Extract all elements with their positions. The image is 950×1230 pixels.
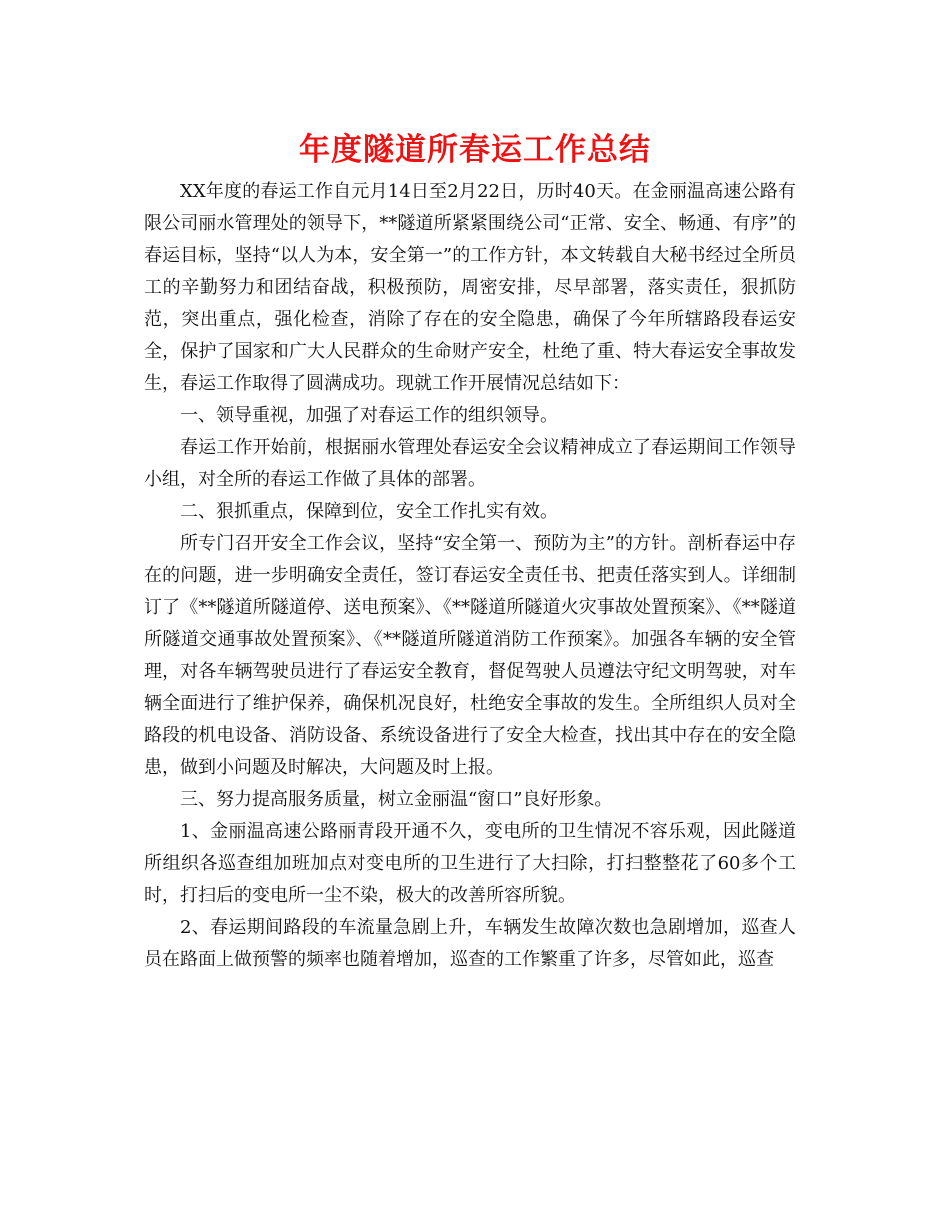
paragraph-intro: XX年度的春运工作自元月14日至2月22日，历时40天。在金丽温高速公路有限公司丽水管理处的领导下，**隧道所紧紧围绕公司“正常、安全、畅通、有序”的春运目标，坚持“以人为本，安全第一”的工作方针，本文转载自大秘书经过全所员工的辛勤努力和团结奋战，积极预防，周密安排，尽早部署，落实责任，狠抓防范，突出重点，强化检查，消除了存在的安全隐患，确保了今年所辖路段春运安全，保护了国家和广大人民群众的生命财产安全，杜绝了重、特大春运安全事故发生，春运工作取得了圆满成功。现就工作开展情况总结如下：: [144, 181, 796, 394]
paragraph-section-2: 所专门召开安全工作会议，坚持“安全第一、预防为主”的方针。剖析春运中存在的问题，进一步明确安全责任，签订春运安全责任书、把责任落实到人。详细制订了《**隧道所隧道停、送电预案》、《**隧道所隧道火灾事故处置预案》、《**隧道所隧道交通事故处置预案》、《**隧道所隧道消防工作预案》。加强各车辆的安全管理，对各车辆驾驶员进行了春运安全教育，督促驾驶人员遵法守纪文明驾驶，对车辆全面进行了维护保养，确保机况良好，杜绝安全事故的发生。全所组织人员对全路段的机电设备、消防设备、系统设备进行了安全大检查，找出其中存在的安全隐患，做到小问题及时解决，大问题及时上报。: [144, 533, 796, 778]
document-body: [144, 176, 796, 976]
paragraph-item-1: 1、金丽温高速公路丽青段开通不久，变电所的卫生情况不容乐观，因此隧道所组织各巡查组加班加点对变电所的卫生进行了大扫除，打扫整整花了60多个工时，打扫后的变电所一尘不染，极大的改善所容所貌。: [144, 821, 796, 906]
heading-section-3: 三、努力提高服务质量，树立金丽温“窗口”良好形象。: [180, 789, 613, 810]
paragraph-item-2: 2、春运期间路段的车流量急剧上升，车辆发生故障次数也急剧增加，巡查人员在路面上做预警的频率也随着增加，巡查的工作繁重了许多，尽管如此，巡查: [144, 917, 796, 970]
heading-section-2: 二、狠抓重点，保障到位，安全工作扎实有效。: [180, 501, 558, 522]
heading-section-1: 一、领导重视，加强了对春运工作的组织领导。: [180, 405, 558, 426]
paragraph-section-1: 春运工作开始前，根据丽水管理处春运安全会议精神成立了春运期间工作领导小组，对全所的春运工作做了具体的部署。: [144, 437, 796, 490]
document-title: 年度隧道所春运工作总结: [299, 132, 651, 168]
